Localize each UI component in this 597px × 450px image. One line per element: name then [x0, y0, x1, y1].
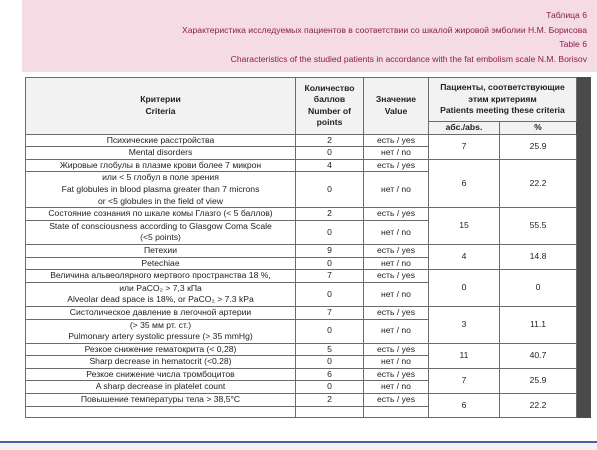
- points-cell: 0: [296, 381, 364, 394]
- table-edge-strip: [577, 78, 591, 135]
- value-cell: есть / yes: [364, 306, 429, 319]
- points-cell: 2: [296, 394, 364, 407]
- criterion-cell: [26, 282, 296, 306]
- header-patients: Пациенты, соответствующие этим критериям Patients meeting these criteria: [429, 78, 577, 122]
- pct-cell: 40.7: [500, 343, 577, 368]
- points-cell: 4: [296, 159, 364, 172]
- caption-en-number: Table 6: [559, 39, 587, 49]
- criterion-cell: [26, 220, 296, 244]
- header-points: Количество баллов Number of points: [296, 78, 364, 135]
- points-cell: 0: [296, 220, 364, 244]
- header-value: Значение Value: [364, 78, 429, 135]
- criterion-cell: [26, 257, 296, 270]
- patients-table: [25, 77, 591, 418]
- abs-cell: 7: [429, 368, 500, 393]
- value-cell: есть / yes: [364, 159, 429, 172]
- value-cell: есть / yes: [364, 208, 429, 221]
- criterion-text: Психические расстройства: [106, 134, 215, 145]
- abs-cell: 4: [429, 244, 500, 269]
- criterion-cell: [26, 159, 296, 172]
- criterion-text: Систолическое давление в легочной артерии: [69, 306, 252, 317]
- pct-cell: 22.2: [500, 159, 577, 207]
- criterion-cell: [26, 270, 296, 283]
- criterion-text: Petechiae: [141, 257, 180, 268]
- table-row: [26, 159, 591, 172]
- table-edge-strip: [577, 134, 591, 159]
- table-edge-strip: [577, 244, 591, 269]
- caption-en-title: Characteristics of the studied patients in accordance with the fat embolism scale N.M. Borisov: [230, 53, 587, 64]
- abs-cell: 3: [429, 306, 500, 343]
- points-cell: 0: [296, 147, 364, 160]
- pct-cell: 22.2: [500, 394, 577, 418]
- pct-cell: 11.1: [500, 306, 577, 343]
- abs-cell: 6: [429, 159, 500, 207]
- criterion-cell: [26, 343, 296, 356]
- criterion-text: Величина альвеолярного мертвого пространства 18 %,: [50, 270, 271, 281]
- points-cell: 6: [296, 368, 364, 381]
- value-cell: есть / yes: [364, 394, 429, 407]
- table-row: [26, 134, 591, 147]
- pct-cell: 14.8: [500, 244, 577, 269]
- caption-ru-title: Характеристика исследуемых пациентов в соответствии со шкалой жировой эмболии Н.М. Борисова: [182, 24, 587, 35]
- value-cell: нет / no: [364, 381, 429, 394]
- criterion-text: Sharp decrease in hematocrit (<0.28): [89, 356, 232, 367]
- points-cell: 0: [296, 356, 364, 369]
- criterion-text: (<5 points): [140, 232, 181, 243]
- criterion-text: Жировые глобулы в плазме крови более 7 микрон: [59, 159, 262, 170]
- points-cell: 2: [296, 134, 364, 147]
- pct-cell: 0: [500, 270, 577, 307]
- criterion-text: Fat globules in blood plasma greater than 7 microns: [61, 183, 260, 194]
- criterion-text: Резкое снижение числа тромбоцитов: [86, 368, 235, 379]
- points-cell: 5: [296, 343, 364, 356]
- criterion-cell: [26, 306, 296, 319]
- criterion-cell: [26, 319, 296, 343]
- table-body: [26, 134, 591, 418]
- criterion-text: или PaCO₂ > 7,3 кПа: [119, 282, 202, 293]
- value-cell: [364, 406, 429, 418]
- pct-cell: 25.9: [500, 134, 577, 159]
- criterion-cell: [26, 368, 296, 381]
- table-edge-strip: [577, 368, 591, 393]
- table-edge-strip: [577, 270, 591, 307]
- criterion-text: Состояние сознания по шкале комы Глазго (< 5 баллов): [48, 208, 273, 219]
- points-cell: 7: [296, 306, 364, 319]
- header-pct: %: [500, 122, 577, 135]
- criterion-text: or <5 globules in the field of view: [98, 195, 223, 206]
- value-cell: нет / no: [364, 147, 429, 160]
- criterion-text: (> 35 мм рт. ст.): [129, 319, 192, 330]
- criterion-text: Mental disorders: [128, 147, 193, 158]
- header-criteria: Критерии Criteria: [26, 78, 296, 135]
- table-edge-strip: [577, 343, 591, 368]
- value-cell: нет / no: [364, 257, 429, 270]
- criterion-cell: [26, 244, 296, 257]
- value-cell: нет / no: [364, 220, 429, 244]
- value-cell: есть / yes: [364, 368, 429, 381]
- criterion-cell: [26, 406, 296, 418]
- points-cell: 0: [296, 319, 364, 343]
- points-cell: 2: [296, 208, 364, 221]
- value-cell: нет / no: [364, 319, 429, 343]
- criterion-text: Петехии: [144, 244, 177, 255]
- value-cell: есть / yes: [364, 244, 429, 257]
- criterion-cell: [26, 394, 296, 407]
- table-row: [26, 368, 591, 381]
- criterion-cell: [26, 147, 296, 160]
- table-row: [26, 208, 591, 221]
- abs-cell: 11: [429, 343, 500, 368]
- table-row: [26, 343, 591, 356]
- pct-cell: 25.9: [500, 368, 577, 393]
- value-cell: нет / no: [364, 356, 429, 369]
- criterion-text: Повышение температуры тела > 38,5°С: [80, 394, 241, 405]
- points-cell: 0: [296, 257, 364, 270]
- criterion-cell: [26, 356, 296, 369]
- criterion-text: или < 5 глобул в поле зрения: [102, 172, 219, 183]
- page-bottom-edge: [0, 443, 597, 450]
- pct-cell: 55.5: [500, 208, 577, 245]
- points-cell: 0: [296, 282, 364, 306]
- points-cell: 7: [296, 270, 364, 283]
- table-row: [26, 306, 591, 319]
- table-caption: [22, 0, 597, 72]
- table-edge-strip: [577, 394, 591, 418]
- criterion-cell: [26, 381, 296, 394]
- value-cell: есть / yes: [364, 134, 429, 147]
- abs-cell: 0: [429, 270, 500, 307]
- criterion-text: A sharp decrease in platelet count: [95, 381, 226, 392]
- criterion-text: Pulmonary artery systolic pressure (> 35 mmHg): [68, 331, 253, 342]
- caption-ru-number: Таблица 6: [546, 10, 587, 20]
- criterion-text: Резкое снижение гематокрита (< 0,28): [84, 343, 237, 354]
- criterion-cell: [26, 172, 296, 208]
- criterion-cell: [26, 208, 296, 221]
- table-row: [26, 394, 591, 407]
- value-cell: есть / yes: [364, 343, 429, 356]
- criterion-cell: [26, 134, 296, 147]
- criterion-text: State of consciousness according to Glasgow Coma Scale: [49, 220, 272, 231]
- points-cell: 0: [296, 172, 364, 208]
- header-abs: абс./abs.: [429, 122, 500, 135]
- value-cell: нет / no: [364, 282, 429, 306]
- points-cell: 9: [296, 244, 364, 257]
- table-edge-strip: [577, 159, 591, 207]
- value-cell: есть / yes: [364, 270, 429, 283]
- table-row: [26, 270, 591, 283]
- points-cell: [296, 406, 364, 418]
- abs-cell: 15: [429, 208, 500, 245]
- value-cell: нет / no: [364, 172, 429, 208]
- table-row: [26, 244, 591, 257]
- abs-cell: 7: [429, 134, 500, 159]
- criterion-text: Alveolar dead space is 18%, or PaCO₂ > 7.3 kPa: [67, 294, 254, 305]
- table-edge-strip: [577, 306, 591, 343]
- abs-cell: 6: [429, 394, 500, 418]
- table-edge-strip: [577, 208, 591, 245]
